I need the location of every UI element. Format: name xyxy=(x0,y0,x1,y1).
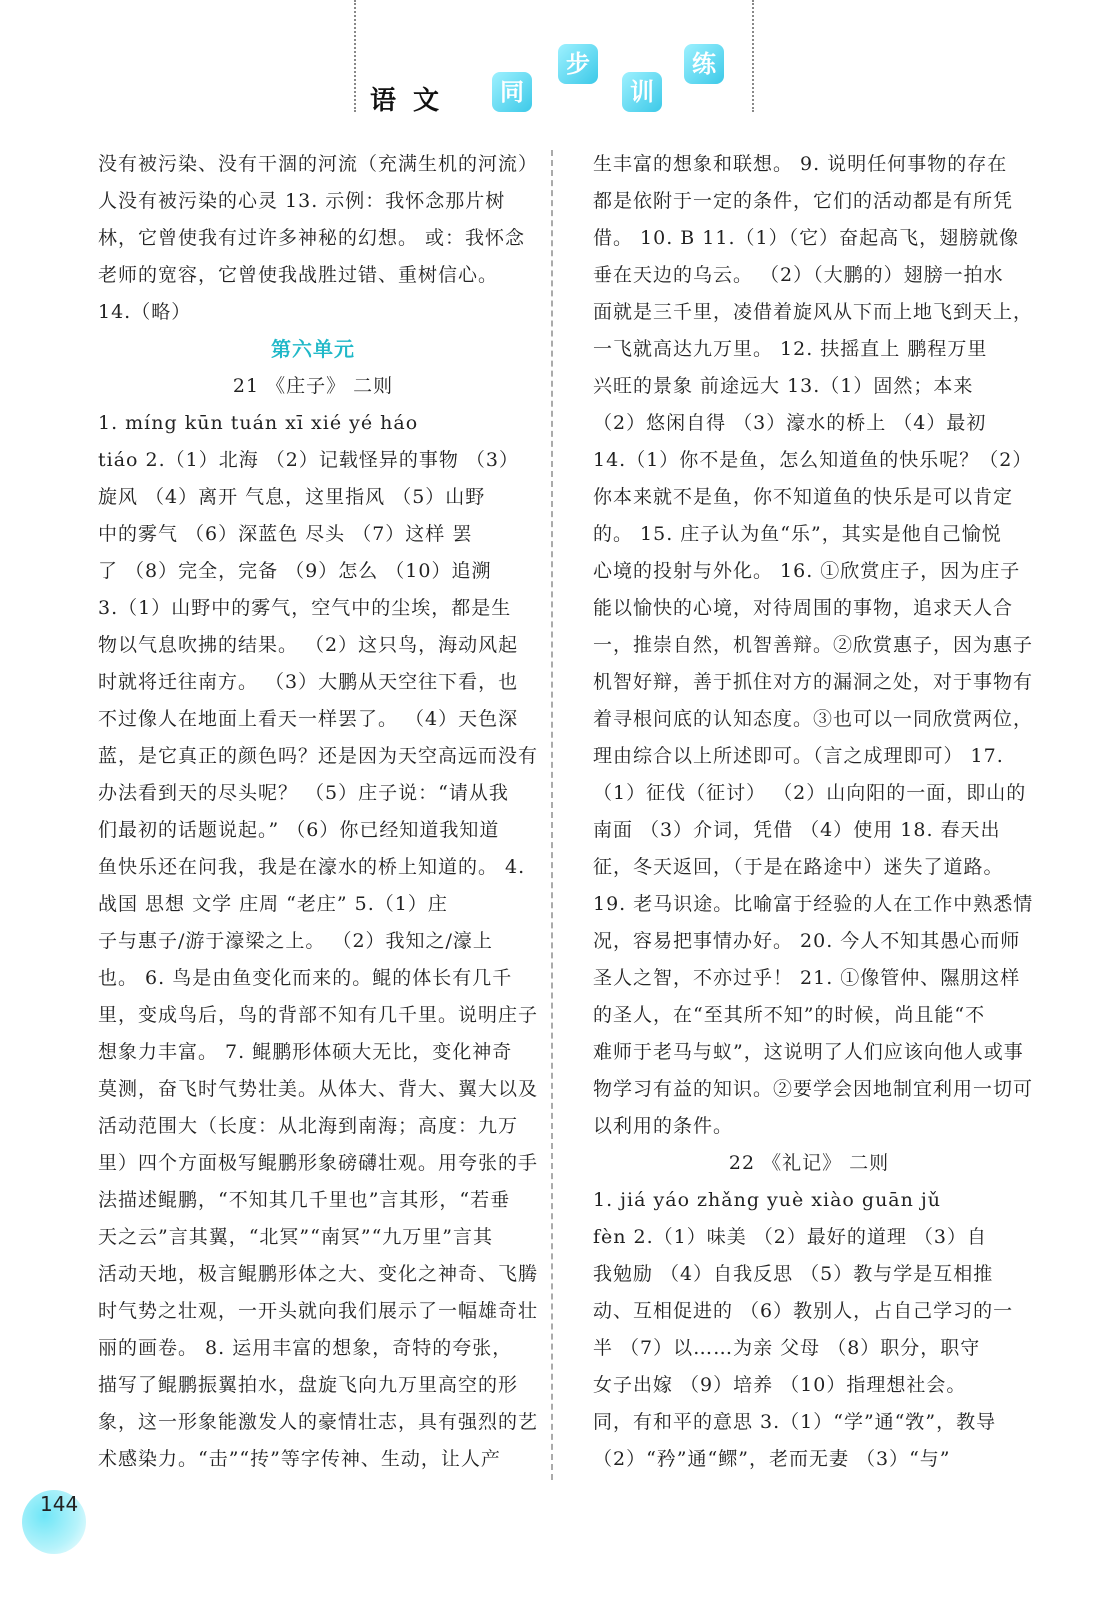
answer-line: 没有被污染、没有干涸的河流（充满生机的河流） xyxy=(98,153,539,175)
answer-line: 动、互相促进的 （6）教别人，占自己学习的一 xyxy=(593,1300,1014,1322)
answer-line: 象，这一形象能激发人的豪情壮志，具有强烈的艺 xyxy=(98,1411,539,1433)
answer-line: 着寻根问底的认知态度。③也可以一同欣赏两位， xyxy=(593,708,1034,730)
answer-line: 蓝，是它真正的颜色吗？还是因为天空高远而没有 xyxy=(98,745,539,767)
answer-line: 时就将迁往南方。 （3）大鹏从天空往下看，也 xyxy=(98,671,519,693)
answer-line: 我勉励 （4）自我反思 （5）教与学是互相推 xyxy=(593,1263,994,1285)
answer-line: 都是依附于一定的条件，它们的活动都是有所凭 xyxy=(593,190,1014,212)
unit-heading: 第六单元 xyxy=(271,337,355,361)
answer-line: 19. 老马识途。比喻富于经验的人在工作中熟悉情 xyxy=(593,893,1034,915)
answer-line: 女子出嫁 （9）培养 （10）指理想社会。 xyxy=(593,1374,967,1396)
answer-line: 心境的投射与外化。 16. ①欣赏庄子，因为庄子 xyxy=(593,560,1021,582)
answer-line: 生丰富的想象和联想。 9. 说明任何事物的存在 xyxy=(593,153,1008,175)
answer-line: 能以愉快的心境，对待周围的事物，追求天人合 xyxy=(593,597,1014,619)
answer-line: 想象力丰富。 7. 鲲鹏形体硕大无比，变化神奇 xyxy=(98,1041,513,1063)
answer-line: 了 （8）完全，完备 （9）怎么 （10）追溯 xyxy=(98,560,492,582)
answer-line: 也。 6. 鸟是由鱼变化而来的。鲲的体长有几千 xyxy=(98,967,513,989)
answer-line: 丽的画卷。 8. 运用丰富的想象，奇特的夸张， xyxy=(98,1337,513,1359)
answer-line: 里）四个方面极写鲲鹏形象磅礴壮观。用夸张的手 xyxy=(98,1152,539,1174)
answer-line: 兴旺的景象 前途远大 13.（1）固然；本来 xyxy=(593,375,974,397)
answer-line: （1）征伐（征讨） （2）山向阳的一面，即山的 xyxy=(593,782,1027,804)
answer-line: 同，有和平的意思 3.（1）“学”通“敩”，教导 xyxy=(593,1411,997,1433)
answer-line: 里，变成鸟后，鸟的背部不知有几千里。说明庄子 xyxy=(98,1004,539,1026)
answer-line: 法描述鲲鹏，“不知其几千里也”言其形，“若垂 xyxy=(98,1189,511,1211)
lesson-heading: 22 《礼记》 二则 xyxy=(728,1152,890,1174)
answer-line: 物学习有益的知识。②要学会因地制宜利用一切可 xyxy=(593,1078,1034,1100)
answer-line: 术感染力。“击”“抟”等字传神、生动，让人产 xyxy=(98,1448,501,1470)
answer-line: 14.（1）你不是鱼，怎么知道鱼的快乐呢？（2） xyxy=(593,449,1033,471)
answer-line: 战国 思想 文学 庄周 “老庄” 5.（1）庄 xyxy=(98,893,448,915)
answer-line: 半 （7）以……为亲 父母 （8）职分，职守 xyxy=(593,1337,981,1359)
lesson-heading: 21 《庄子》 二则 xyxy=(232,375,394,397)
series-char-xun: 训 xyxy=(622,72,662,112)
answer-line: 的。 15. 庄子认为鱼“乐”，其实是他自己愉悦 xyxy=(593,523,1002,545)
series-char-bu: 步 xyxy=(558,44,598,84)
answer-line: 描写了鲲鹏振翼拍水，盘旋飞向九万里高空的形 xyxy=(98,1374,519,1396)
header-divider-right xyxy=(752,0,754,112)
answer-line: 借。 10. B 11.（1）（它）奋起高飞，翅膀就像 xyxy=(593,227,1020,249)
answer-line: 活动范围大（长度：从北海到南海；高度：九万 xyxy=(98,1115,519,1137)
answer-line: 一，推崇自然，机智善辩。②欣赏惠子，因为惠子 xyxy=(593,634,1034,656)
answer-line: 南面 （3）介词，凭借 （4）使用 18. 春天出 xyxy=(593,819,1001,841)
answer-line: 垂在天边的乌云。 （2）（大鹏的）翅膀一拍水 xyxy=(593,264,1004,286)
answer-line: （2）悠闲自得 （3）濠水的桥上 （4）最初 xyxy=(593,412,987,434)
right-answer-column xyxy=(593,146,1034,1478)
answer-line: 鱼快乐还在问我，我是在濠水的桥上知道的。 4. xyxy=(98,856,526,878)
answer-line: 不过像人在地面上看天一样罢了。 （4）天色深 xyxy=(98,708,519,730)
answer-line: 活动天地，极言鲲鹏形体之大、变化之神奇、飞腾 xyxy=(98,1263,539,1285)
series-char-lian: 练 xyxy=(684,44,724,84)
answer-line: 圣人之智，不亦过乎！ 21. ①像管仲、隰朋这样 xyxy=(593,967,1021,989)
answer-line: fèn 2.（1）味美 （2）最好的道理 （3）自 xyxy=(593,1226,988,1248)
subject-title: 语 文 xyxy=(370,86,444,116)
answer-line: 征，冬天返回，（于是在路途中）迷失了道路。 xyxy=(593,856,1004,878)
answer-line: 3.（1）山野中的雾气，空气中的尘埃，都是生 xyxy=(98,597,512,619)
answer-line: 旋风 （4）离开 气息，这里指风 （5）山野 xyxy=(98,486,486,508)
answer-line: （2）“矜”通“鳏”，老而无妻 （3）“与” xyxy=(593,1448,951,1470)
page-header xyxy=(0,0,1102,130)
answer-line: 子与惠子/游于濠梁之上。 （2）我知之/濠上 xyxy=(98,930,493,952)
answer-line: 14.（略） xyxy=(98,301,192,323)
answer-line: 中的雾气 （6）深蓝色 尽头 （7）这样 罢 xyxy=(98,523,473,545)
answer-line: 以利用的条件。 xyxy=(593,1115,734,1137)
answer-line: 机智好辩，善于抓住对方的漏洞之处，对于事物有 xyxy=(593,671,1034,693)
answer-line: 况，容易把事情办好。 20. 今人不知其愚心而师 xyxy=(593,930,1021,952)
answer-line: tiáo 2.（1）北海 （2）记载怪异的事物 （3） xyxy=(98,449,519,471)
answer-line: 人没有被污染的心灵 13. 示例：我怀念那片树 xyxy=(98,190,506,212)
left-answer-column xyxy=(98,146,539,1478)
answer-line: 物以气息吹拂的结果。 （2）这只鸟，海动风起 xyxy=(98,634,519,656)
answer-line: 时气势之壮观，一开头就向我们展示了一幅雄奇壮 xyxy=(98,1300,539,1322)
answer-line: 莫测，奋飞时气势壮美。从体大、背大、翼大以及 xyxy=(98,1078,539,1100)
answer-line: 林，它曾使我有过许多神秘的幻想。 或：我怀念 xyxy=(98,227,526,249)
answer-line: 办法看到天的尽头呢？ （5）庄子说：“请从我 xyxy=(98,782,509,804)
answer-line: 难师于老马与蚁”，这说明了人们应该向他人或事 xyxy=(593,1041,1024,1063)
series-char-tong: 同 xyxy=(492,72,532,112)
page-number: 144 xyxy=(40,1492,79,1516)
answer-line: 你本来就不是鱼，你不知道鱼的快乐是可以肯定 xyxy=(593,486,1014,508)
answer-line: 面就是三千里，凌借着旋风从下而上地飞到天上， xyxy=(593,301,1034,323)
answer-line: 们最初的话题说起。” （6）你已经知道我知道 xyxy=(98,819,500,841)
answer-line: 理由综合以上所述即可。（言之成理即可） 17. xyxy=(593,745,1004,767)
page-number-badge xyxy=(22,1490,86,1554)
answer-line: 的圣人，在“至其所不知”的时候，尚且能“不 xyxy=(593,1004,986,1026)
answer-line: 老师的宽容，它曾使我战胜过错、重树信心。 xyxy=(98,264,499,286)
answer-line: 天之云”言其翼，“北冥”“南冥”“九万里”言其 xyxy=(98,1226,493,1248)
column-divider xyxy=(551,150,553,1480)
answer-line: 1. jiá yáo zhǎng yuè xiào guān jǔ xyxy=(593,1189,942,1211)
answer-line: 1. míng kūn tuán xī xié yé háo xyxy=(98,412,419,434)
watermark-logo xyxy=(880,1490,1090,1590)
header-divider-left xyxy=(354,0,356,112)
answer-line: 一飞就高达九万里。 12. 扶摇直上 鹏程万里 xyxy=(593,338,988,360)
